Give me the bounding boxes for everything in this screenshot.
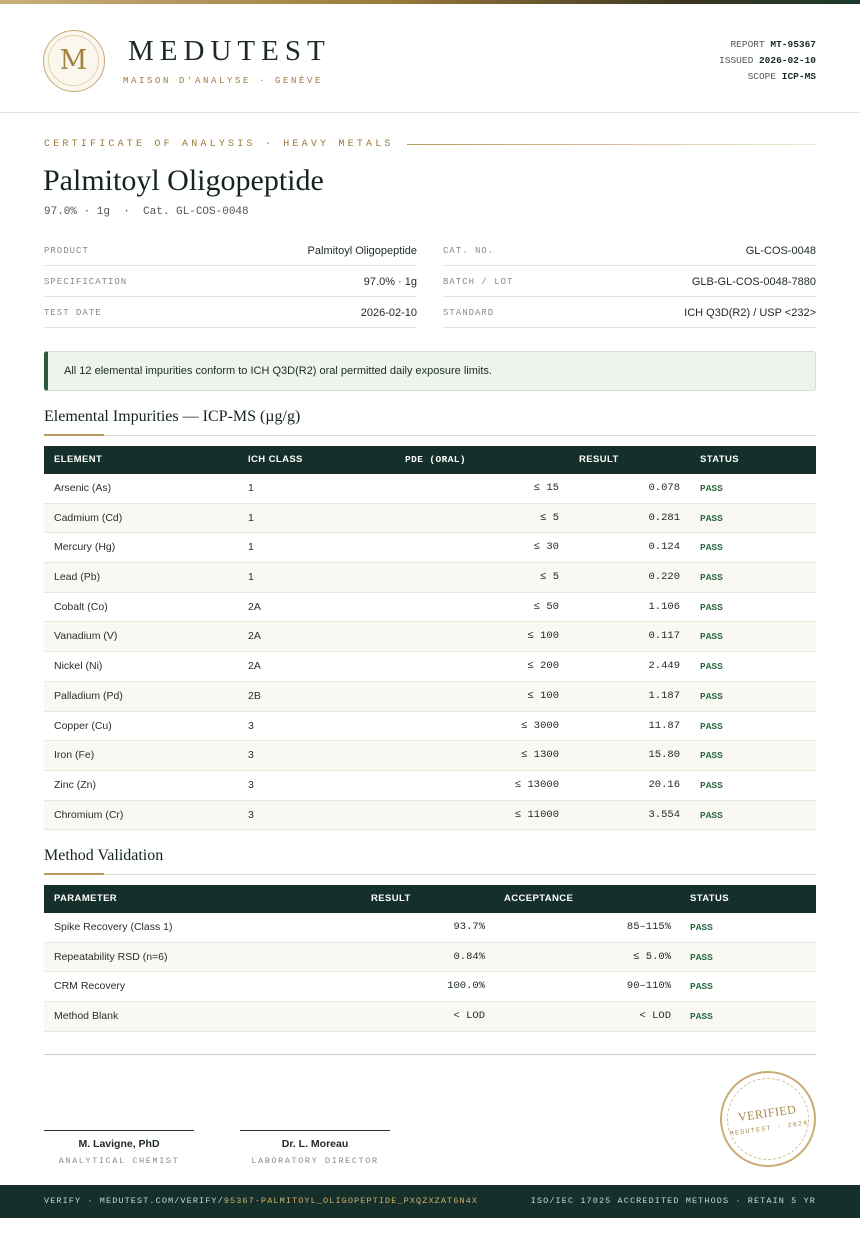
report-meta (719, 37, 816, 85)
status-badge: PASS (700, 542, 723, 554)
cell-ich-class: 3 (248, 808, 254, 821)
table-row (44, 682, 816, 712)
meta-scope: SCOPE ICP-MS (747, 71, 816, 82)
cell-result: 1.187 (648, 689, 680, 702)
status-badge: PASS (690, 951, 713, 963)
document-header (0, 4, 860, 113)
brand-tagline: MAISON D'ANALYSE · GENÈVE (123, 76, 324, 86)
verify-link[interactable]: VERIFY · MEDUTEST.COM/VERIFY/95367-PALMITOYL_OLIGOPEPTIDE_PXQZXZAT6N4X (44, 1196, 479, 1206)
certificate-kicker: CERTIFICATE OF ANALYSIS · HEAVY METALS (44, 139, 394, 150)
cell-pde: ≤ 30 (533, 541, 559, 554)
table-row (44, 1002, 816, 1032)
document-footer (0, 1185, 860, 1218)
validation-table-body (44, 913, 816, 1032)
verified-stamp (714, 1065, 822, 1173)
cell-result: 1.106 (648, 600, 680, 613)
col-pde: PDE (ORAL) (405, 454, 467, 465)
cell-ich-class: 2A (248, 630, 261, 643)
table-row (44, 913, 816, 943)
cell-pde: ≤ 100 (527, 689, 559, 702)
info-cat-no: CAT. NO. GL-COS-0048 (443, 236, 816, 266)
col-parameter: PARAMETER (54, 893, 118, 904)
accreditation-note: ISO/IEC 17025 ACCREDITED METHODS · RETAIN 5 YR (530, 1196, 816, 1206)
cell-pde: ≤ 1300 (521, 749, 559, 762)
cell-result: 15.80 (648, 749, 680, 762)
section-divider (44, 874, 816, 875)
validation-section-title: Method Validation (44, 847, 164, 864)
cell-acceptance: ≤ 5.0% (633, 950, 671, 963)
cell-result: 0.220 (648, 571, 680, 584)
cell-result: 3.554 (648, 808, 680, 821)
cell-pde: ≤ 11000 (514, 808, 559, 821)
cell-acceptance: < LOD (639, 1010, 671, 1023)
cell-ich-class: 1 (248, 541, 254, 554)
cell-ich-class: 3 (248, 749, 254, 762)
brand-logo (43, 30, 105, 92)
signature-chemist (44, 1130, 194, 1166)
cell-result: 0.281 (648, 511, 680, 524)
meta-report: REPORT MT-95367 (730, 39, 816, 50)
page-title: Palmitoyl Oligopeptide (43, 164, 324, 197)
cell-pde: ≤ 200 (527, 660, 559, 673)
signatory-name: Dr. L. Moreau (281, 1138, 349, 1150)
cell-element: Cadmium (Cd) (54, 511, 123, 524)
cell-result: 0.117 (648, 630, 680, 643)
cell-pde: ≤ 5 (540, 571, 559, 584)
cell-pde: ≤ 5 (540, 511, 559, 524)
cell-result: 0.84% (453, 950, 485, 963)
status-badge: PASS (700, 601, 723, 613)
cell-element: Vanadium (V) (54, 630, 118, 643)
col-status: STATUS (690, 893, 729, 904)
info-batch-lot: BATCH / LOT GLB-GL-COS-0048-7880 (443, 267, 816, 297)
logo-letter: M (59, 45, 88, 76)
cell-element: Iron (Fe) (54, 749, 95, 762)
table-row (44, 622, 816, 652)
status-badge: PASS (700, 572, 723, 584)
cell-parameter: Method Blank (54, 1010, 119, 1023)
status-badge: PASS (700, 661, 723, 673)
table-row (44, 593, 816, 623)
status-badge: PASS (700, 512, 723, 524)
table-row (44, 533, 816, 563)
status-badge: PASS (690, 1011, 713, 1023)
meta-issued: ISSUED 2026-02-10 (719, 55, 816, 66)
cell-ich-class: 1 (248, 482, 254, 494)
cell-ich-class: 1 (248, 571, 254, 584)
status-badge: PASS (700, 720, 723, 732)
cell-pde: ≤ 50 (533, 600, 559, 613)
kicker-divider (407, 144, 816, 145)
cell-pde: ≤ 15 (533, 482, 559, 494)
table-row (44, 474, 816, 504)
cell-ich-class: 1 (248, 511, 254, 524)
cell-acceptance: 85–115% (626, 921, 671, 933)
signature-divider (44, 1054, 816, 1055)
cell-ich-class: 2B (248, 689, 261, 702)
cell-ich-class: 2A (248, 600, 261, 613)
status-badge: PASS (700, 483, 723, 494)
info-test-date: TEST DATE 2026-02-10 (44, 298, 417, 328)
status-badge: PASS (700, 690, 723, 702)
section-accent (44, 434, 104, 436)
cell-pde: ≤ 13000 (514, 778, 559, 791)
table-row (44, 943, 816, 973)
validation-table (44, 885, 816, 1032)
cell-result: 2.449 (648, 660, 680, 673)
signatory-role: LABORATORY DIRECTOR (251, 1156, 379, 1166)
col-result: RESULT (371, 893, 411, 904)
table-row (44, 741, 816, 771)
signature-director (240, 1130, 390, 1166)
cell-pde: ≤ 100 (527, 630, 559, 643)
signatory-name: M. Lavigne, PhD (78, 1138, 160, 1150)
signatory-role: ANALYTICAL CHEMIST (58, 1156, 180, 1166)
cell-ich-class: 3 (248, 778, 254, 791)
table-row (44, 652, 816, 682)
section-divider (44, 435, 816, 436)
stamp-main-text: VERIFIED (737, 1102, 798, 1125)
validation-table-header (44, 885, 816, 913)
verify-code[interactable]: 95367-PALMITOYL_OLIGOPEPTIDE_PXQZXZAT6N4X (223, 1196, 479, 1206)
cell-element: Nickel (Ni) (54, 660, 103, 673)
table-row (44, 801, 816, 831)
cell-result: 100.0% (447, 980, 485, 993)
section-accent (44, 873, 104, 875)
col-element: ELEMENT (54, 454, 103, 465)
cell-element: Chromium (Cr) (54, 808, 124, 821)
cell-element: Lead (Pb) (54, 571, 101, 584)
table-row (44, 972, 816, 1002)
cell-element: Copper (Cu) (54, 719, 112, 732)
cell-parameter: CRM Recovery (54, 980, 126, 993)
cell-element: Zinc (Zn) (54, 778, 96, 791)
col-acceptance: ACCEPTANCE (504, 893, 574, 904)
cell-result: 20.16 (648, 778, 680, 791)
cell-pde: ≤ 3000 (521, 719, 559, 732)
col-result: RESULT (579, 454, 619, 465)
cell-ich-class: 2A (248, 660, 261, 673)
cell-result: 0.078 (648, 482, 680, 494)
impurities-table-header (44, 446, 816, 474)
cell-parameter: Spike Recovery (Class 1) (54, 921, 173, 933)
cell-acceptance: 90–110% (626, 980, 671, 993)
cell-result: < LOD (453, 1010, 485, 1023)
cell-element: Arsenic (As) (54, 482, 112, 494)
page-subtitle: 97.0% · 1g · Cat. GL-COS-0048 (44, 206, 249, 218)
cell-ich-class: 3 (248, 719, 254, 732)
cell-parameter: Repeatability RSD (n=6) (54, 950, 168, 963)
status-badge: PASS (700, 809, 723, 821)
conformance-notice: All 12 elemental impurities conform to ICH Q3D(R2) oral permitted daily exposure limits. (44, 351, 816, 391)
status-badge: PASS (700, 631, 723, 643)
cell-element: Cobalt (Co) (54, 600, 108, 613)
status-badge: PASS (700, 750, 723, 762)
impurities-table-body (44, 474, 816, 830)
cell-result: 11.87 (648, 719, 680, 732)
info-standard: STANDARD ICH Q3D(R2) / USP <232> (443, 298, 816, 328)
col-status: STATUS (700, 454, 739, 465)
cell-element: Mercury (Hg) (54, 541, 116, 554)
info-product: PRODUCT Palmitoyl Oligopeptide (44, 236, 417, 266)
table-row (44, 504, 816, 534)
cell-element: Palladium (Pd) (54, 689, 123, 702)
table-row (44, 563, 816, 593)
impurities-section-title: Elemental Impurities — ICP-MS (µg/g) (44, 408, 301, 425)
status-badge: PASS (700, 779, 723, 791)
status-badge: PASS (690, 922, 713, 933)
table-row (44, 771, 816, 801)
info-specification: SPECIFICATION 97.0% · 1g (44, 267, 417, 297)
status-badge: PASS (690, 981, 713, 993)
impurities-table (44, 446, 816, 830)
col-ich-class: ICH CLASS (248, 454, 303, 465)
cell-result: 0.124 (648, 541, 680, 554)
table-row (44, 712, 816, 742)
stamp-sub-text: MEDUTEST · 2026 (729, 1119, 810, 1138)
brand-name: MEDUTEST (128, 35, 331, 67)
cell-result: 93.7% (453, 921, 485, 933)
